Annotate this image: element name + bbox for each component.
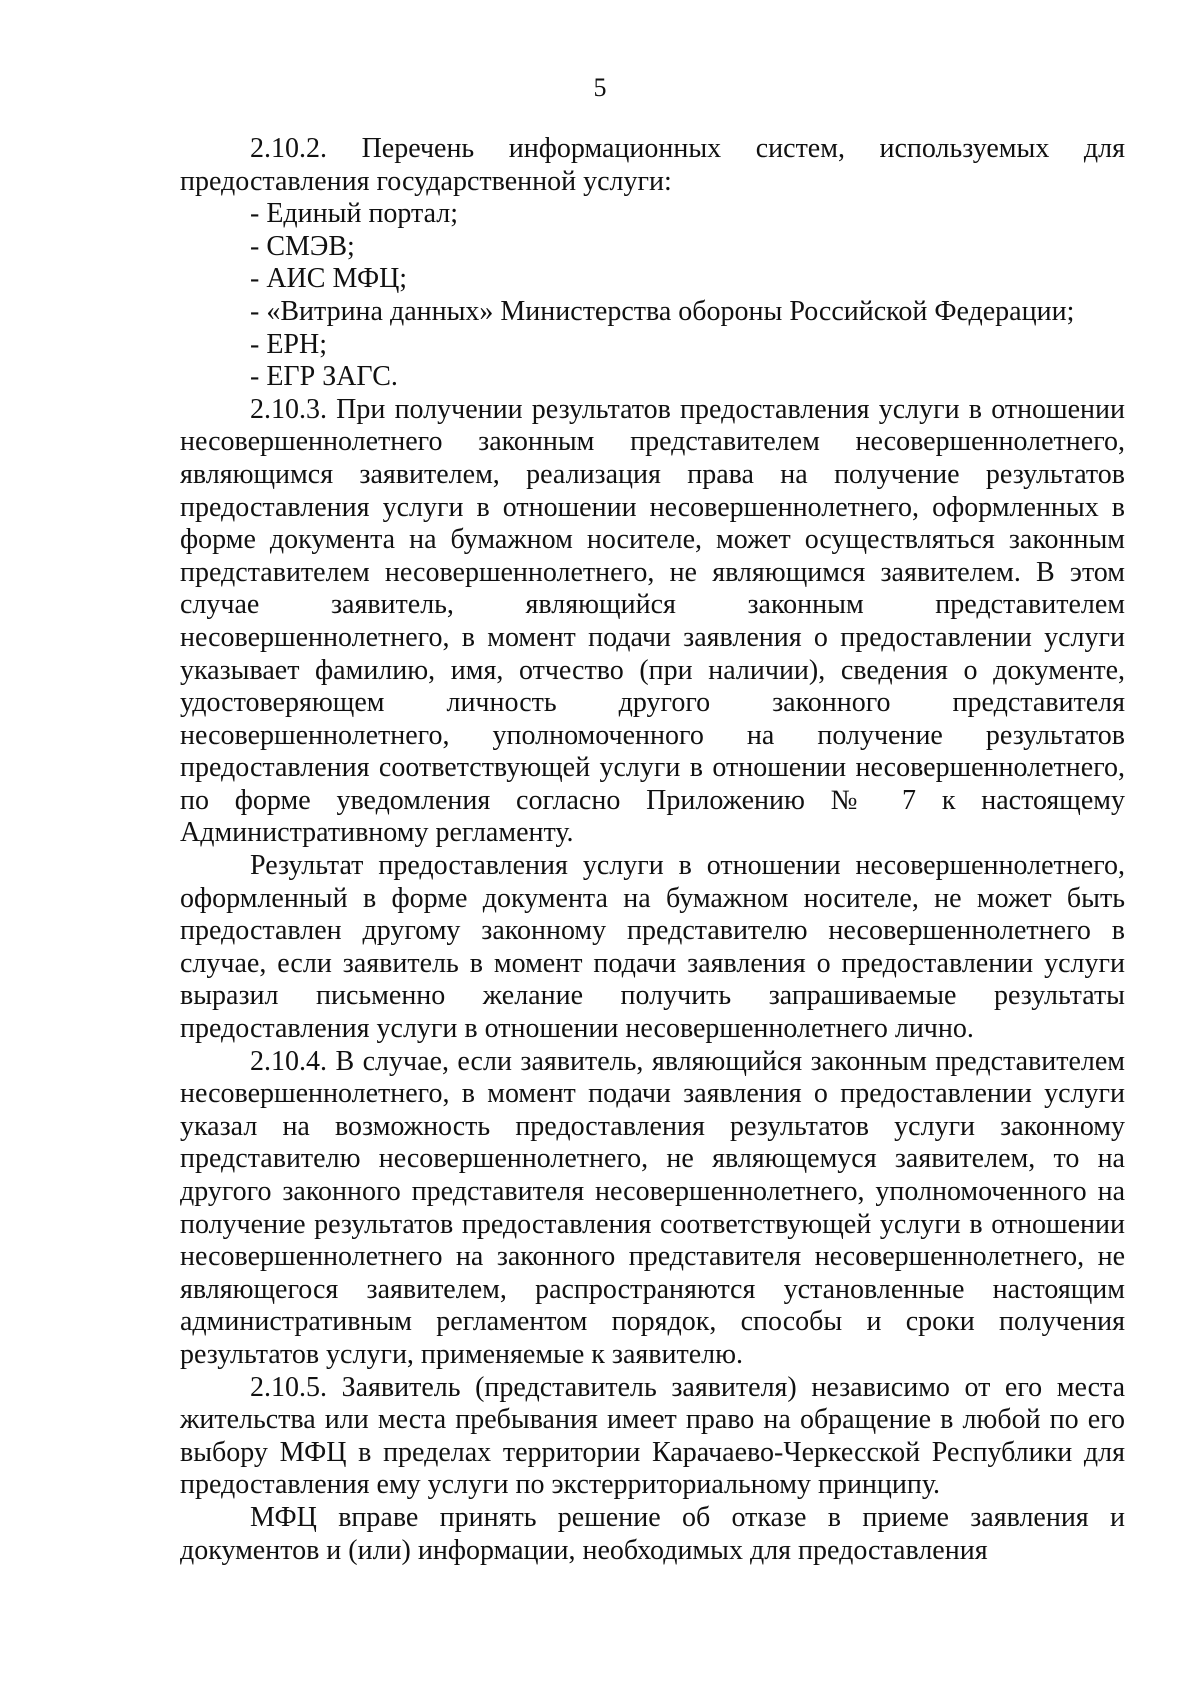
paragraph-2-10-5: 2.10.5. Заявитель (представитель заявителя) независимо от его места жительства или места пребывания имеет право на обращение в любой по его выбору МФЦ в пределах территории Карачаево-Черкесской Республики для предоставления ему услуги по экстерриториальному принципу. (180, 1371, 1125, 1501)
list-item-smev: - СМЭВ; (250, 230, 355, 262)
list-item-data-showcase: - «Витрина данных» Министерства обороны Российской Федерации; (250, 295, 1075, 327)
page-number: 5 (593, 73, 607, 102)
paragraph-2-10-3: 2.10.3. При получении результатов предоставления услуги в отношении несовершеннолетнего законным представителем несовершеннолетнего, являющимся заявителем, реализация права на получение результатов предоставления услуги в отношении несовершеннолетнего, оформленных в форме документа на бумажном носителе, может осуществляться законным представителем несовершеннолетнего, не являющимся заявителем. В этом случае заявитель, являющийся законным представителем несовершеннолетнего, в момент подачи заявления о предоставлении услуги указывает фамилию, имя, отчество (при наличии), сведения о документе, удостоверяющем личность другого законного представителя несовершеннолетнего, уполномоченного на получение результатов предоставления соответствующей услуги в отношении несовершеннолетнего, по форме уведомления согласно Приложению № 7 к настоящему Административному регламенту. (180, 393, 1125, 849)
list-item-ern: - ЕРН; (250, 328, 327, 360)
paragraph-2-10-4: 2.10.4. В случае, если заявитель, являющийся законным представителем несовершеннолетнего, в момент подачи заявления о предоставлении услуги указал на возможность предоставления результатов услуги законному представителю несовершеннолетнего, не являющемуся заявителем, то на другого законного представителя несовершеннолетнего, уполномоченного на получение результатов предоставления соответствующей услуги в отношении несовершеннолетнего на законного представителя несовершеннолетнего, не являющегося заявителем, распространяются установленные настоящим административным регламентом порядок, способы и сроки получения результатов услуги, применяемые к заявителю. (180, 1045, 1125, 1370)
paragraph-2-10-2: 2.10.2. Перечень информационных систем, используемых для предоставления государственной услуги: (180, 133, 1125, 197)
paragraph-result-minor: Результат предоставления услуги в отношении несовершеннолетнего, оформленный в форме документа на бумажном носителе, не может быть предоставлен другому законному представителю несовершеннолетнего в случае, если заявитель в момент подачи заявления о предоставлении услуги выразил письменно желание получить запрашиваемые результаты предоставления услуги в отношении несовершеннолетнего лично. (180, 850, 1125, 1045)
document-body (180, 133, 1125, 1567)
list-item-ais-mfc: - АИС МФЦ; (250, 263, 408, 295)
list-item-egr-zags: - ЕГР ЗАГС. (250, 361, 398, 393)
paragraph-mfc-refusal: МФЦ вправе принять решение об отказе в приеме заявления и документов и (или) информации, необходимых для предоставления (180, 1501, 1125, 1566)
list-item-unified-portal: - Единый портал; (250, 198, 459, 230)
